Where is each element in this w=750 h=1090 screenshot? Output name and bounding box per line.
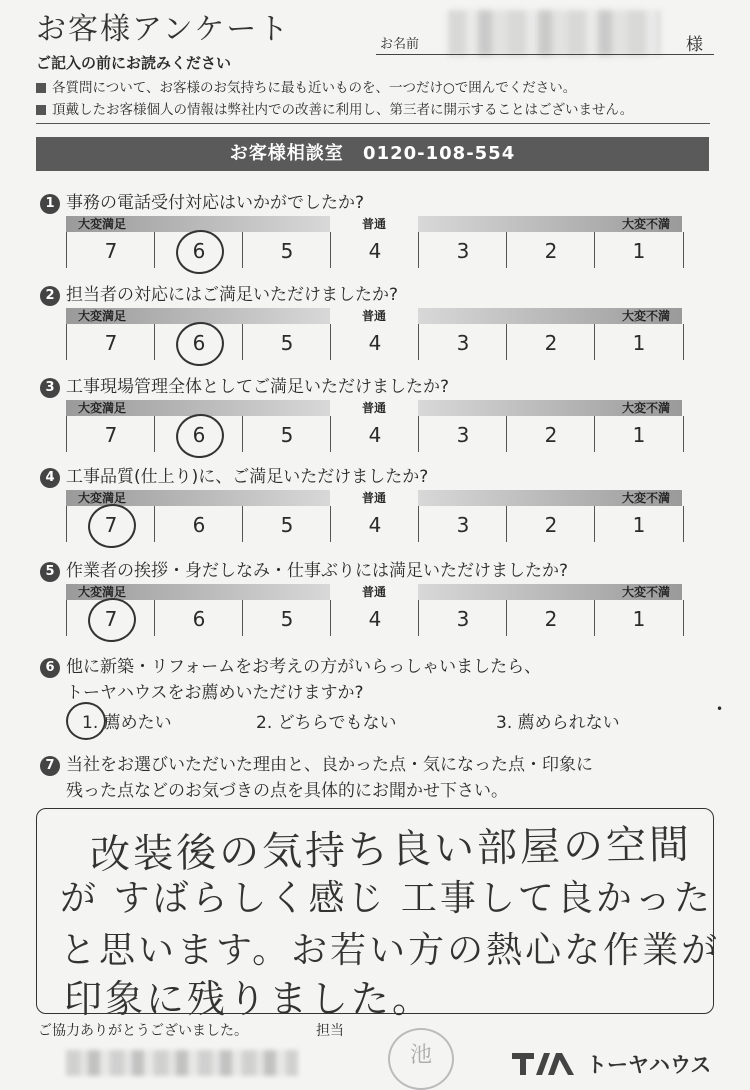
rating-option-4[interactable]: 4 <box>330 600 419 636</box>
square-bullet-icon <box>36 105 46 115</box>
preface-heading: ご記入の前にお読みください <box>36 54 232 72</box>
name-field-line <box>376 54 714 55</box>
rating-option-1[interactable]: 1 <box>594 416 684 452</box>
question-3: 3 工事現場管理全体としてご満足いただけましたか? <box>40 372 449 398</box>
question-5: 5 作業者の挨拶・身だしなみ・仕事ぶりには満足いただけましたか? <box>40 556 568 582</box>
rating-option-4[interactable]: 4 <box>330 506 419 542</box>
label-very-satisfied: 大変満足 <box>78 491 127 505</box>
rating-option-1[interactable]: 1 <box>594 232 684 268</box>
rating-option-3[interactable]: 3 <box>418 506 507 542</box>
question-number-6: 6 <box>40 658 60 678</box>
rating-option-5[interactable]: 5 <box>242 416 331 452</box>
question-6-line2: トーヤハウスをお薦めいただけますか? <box>66 683 364 703</box>
handwritten-line-1: 改装後の気持ち良い部屋の空間 <box>89 821 693 879</box>
question-number-3: 3 <box>40 378 60 398</box>
label-very-satisfied: 大変満足 <box>78 585 127 599</box>
rating-scale-3 <box>66 400 682 452</box>
rating-scale-5 <box>66 584 682 636</box>
question-7-line2: 残った点などのお気づきの点を具体的にお聞かせ下さい。 <box>66 781 508 801</box>
thanks-text: ご協力ありがとうございました。 <box>38 1023 248 1039</box>
rating-option-5[interactable]: 5 <box>242 600 331 636</box>
question-number-7: 7 <box>40 756 60 776</box>
rating-option-6[interactable]: 6 <box>154 416 243 452</box>
page-title: お客様アンケート <box>36 12 291 47</box>
label-neutral: 普通 <box>361 585 386 599</box>
handwritten-line-4: 印象に残りました。 <box>64 977 434 1021</box>
rating-option-6[interactable]: 6 <box>154 506 243 542</box>
q6-option-3[interactable]: 3. 薦められない <box>496 713 620 733</box>
rating-option-7[interactable]: 7 <box>66 600 155 636</box>
rating-option-3[interactable]: 3 <box>418 600 507 636</box>
rating-option-6[interactable]: 6 <box>154 324 243 360</box>
question-number-5: 5 <box>40 562 60 582</box>
toya-logo-icon <box>512 1050 576 1076</box>
redacted-name <box>448 10 660 56</box>
redacted-address <box>66 1050 298 1076</box>
label-very-dissatisfied: 大変不満 <box>621 309 670 323</box>
staff-seal: 池 <box>388 1028 454 1090</box>
rating-scale-4 <box>66 490 682 542</box>
handwritten-line-2: が すばらしく感じ 工事して良かった <box>60 878 713 919</box>
rating-option-7[interactable]: 7 <box>66 416 155 452</box>
rating-option-5[interactable]: 5 <box>242 324 331 360</box>
label-neutral: 普通 <box>361 217 386 231</box>
handwritten-line-3: と思います。お若い方の熱心な作業が <box>60 930 721 971</box>
company-name: トーヤハウス <box>586 1053 712 1077</box>
divider <box>36 123 710 124</box>
rating-option-2[interactable]: 2 <box>506 506 595 542</box>
label-very-dissatisfied: 大変不満 <box>621 585 670 599</box>
question-number-1: 1 <box>40 194 60 214</box>
rating-option-4[interactable]: 4 <box>330 416 419 452</box>
q6-option-2[interactable]: 2. どちらでもない <box>256 713 397 733</box>
rating-option-3[interactable]: 3 <box>418 324 507 360</box>
rating-option-2[interactable]: 2 <box>506 324 595 360</box>
honorific: 様 <box>686 35 703 55</box>
question-7: 7 当社をお選びいただいた理由と、良かった点・気になった点・印象に <box>40 750 593 776</box>
rating-option-1[interactable]: 1 <box>594 506 684 542</box>
question-2: 2 担当者の対応にはご満足いただけましたか? <box>40 280 398 306</box>
rating-scale-1 <box>66 216 682 268</box>
label-neutral: 普通 <box>361 491 386 505</box>
rating-option-6[interactable]: 6 <box>154 600 243 636</box>
question-1: 1 事務の電話受付対応はいかがでしたか? <box>40 188 364 214</box>
rating-option-2[interactable]: 2 <box>506 416 595 452</box>
question-number-4: 4 <box>40 468 60 488</box>
consultation-bar <box>36 137 709 171</box>
rating-option-7[interactable]: 7 <box>66 324 155 360</box>
label-very-dissatisfied: 大変不満 <box>621 401 670 415</box>
label-very-dissatisfied: 大変不満 <box>621 217 670 231</box>
rating-option-4[interactable]: 4 <box>330 232 419 268</box>
question-number-2: 2 <box>40 286 60 306</box>
rating-option-3[interactable]: 3 <box>418 232 507 268</box>
staff-label: 担当 <box>316 1023 344 1039</box>
label-neutral: 普通 <box>361 401 386 415</box>
label-very-satisfied: 大変満足 <box>78 217 127 231</box>
label-neutral: 普通 <box>361 309 386 323</box>
rating-option-5[interactable]: 5 <box>242 232 331 268</box>
question-6: 6 他に新築・リフォームをお考えの方がいらっしゃいましたら、 <box>40 652 541 678</box>
note-1: 各質問について、お客様のお気持ちに最も近いものを、一つだけ○で囲んでください。 <box>36 76 576 96</box>
rating-option-1[interactable]: 1 <box>594 600 684 636</box>
note-2: 頂戴したお客様個人の情報は弊社内での改善に利用し、第三者に開示することはございません。 <box>36 98 633 118</box>
q6-option-1[interactable]: 1. 薦めたい <box>82 713 172 733</box>
rating-option-7[interactable]: 7 <box>66 506 155 542</box>
label-very-satisfied: 大変満足 <box>78 401 127 415</box>
stray-mark: • <box>716 702 724 716</box>
label-very-satisfied: 大変満足 <box>78 309 127 323</box>
question-4: 4 工事品質(仕上り)に、ご満足いただけましたか? <box>40 462 428 488</box>
rating-option-1[interactable]: 1 <box>594 324 684 360</box>
company-logo <box>512 1048 712 1078</box>
consultation-label: お客様相談室 <box>229 143 344 164</box>
rating-option-6[interactable]: 6 <box>154 232 243 268</box>
name-label: お名前 <box>380 37 420 52</box>
consultation-phone: 0120-108-554 <box>363 143 516 164</box>
rating-option-3[interactable]: 3 <box>418 416 507 452</box>
square-bullet-icon <box>36 83 46 93</box>
rating-option-5[interactable]: 5 <box>242 506 331 542</box>
rating-option-7[interactable]: 7 <box>66 232 155 268</box>
rating-option-2[interactable]: 2 <box>506 232 595 268</box>
rating-option-2[interactable]: 2 <box>506 600 595 636</box>
rating-option-4[interactable]: 4 <box>330 324 419 360</box>
label-very-dissatisfied: 大変不満 <box>621 491 670 505</box>
rating-scale-2 <box>66 308 682 360</box>
